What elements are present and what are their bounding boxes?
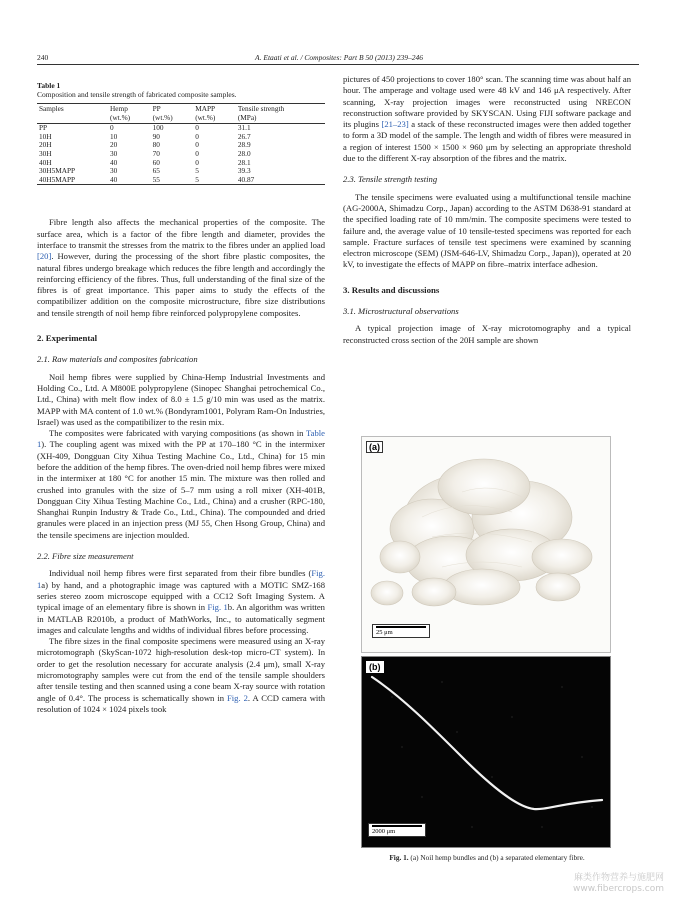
scale-bar-a [372,624,430,638]
table-cell: 40.87 [237,174,255,184]
header-rule [37,64,639,65]
tensile-paragraph: The tensile specimens were evaluated using a multifunctional tensile machine (AG-2000A, Shimadzu Corp., Japan) according to the ASTM D638-91 standard at the specified loading rate of 10 mm/min. The composite specimens were tested to failure and, the average value of 10 tensile-tested specimens was reported for each sample. Fracture surfaces of tensile test specimens were examined by scanning electron microscope (SEM) (JSM-646-LV, Shimadzu Corp., Japan)), operated at 20 kV, to investigate the effects of MAPP on fibre–matrix interface adhesion. [343,191,631,270]
table-cell: 0 [195,123,199,133]
fibre-size-paragraph-2: The fibre sizes in the final composite specimens were measured using an X-ray microtomograph (SkyScan-1072 high-resolution desk-top micro-CT system). In order to get the resolution necessary for accurate analysis (2.4 μm), small X-ray micromotography samples were cut from the end of the tensile sample shoulders after tensile testing and then scanned using a cone beam X-ray source with rotation angle of 0.4°. The process is schematically shown in Fig. 2. A CCD camera with resolution of 1024 × 1024 pixels took [37,636,325,714]
fig-ref-link[interactable]: Fig. 2 [227,692,248,703]
table-cell: 39.3 [237,166,251,176]
table-row [37,124,325,133]
table-cell: 65 [152,166,160,176]
scale-bar-text: 2000 μm [372,827,396,835]
table-row [37,159,325,168]
table-row [37,150,325,159]
fig-ref-link[interactable]: Fig. 1 [207,602,228,613]
right-column [343,74,631,346]
figure-1b-elementary-fibre [361,656,611,848]
table-column-header: Hemp (wt.%) [110,104,131,122]
table-cell: 28.9 [237,140,251,150]
section-heading-experimental: 2. Experimental [37,333,98,344]
running-header: A. Etaati et al. / Composites: Part B 50 (2013) 239–246 [255,53,423,62]
composition-table [37,103,325,185]
table-cell: 20H [39,140,52,150]
table-cell: 55 [152,174,160,184]
table-caption: Composition and tensile strength of fabricated composite samples. [37,90,237,99]
table-cell: 28.0 [237,148,251,158]
table-column-header: MAPP (wt.%) [195,104,216,122]
table-cell: 80 [152,140,160,150]
table-cell: 5 [195,174,199,184]
table-row [37,133,325,142]
elementary-fibre-image [362,657,610,847]
table-cell: 10H [39,131,52,141]
left-column [37,74,325,715]
panel-b-label: (b) [366,661,384,673]
subsection-heading-fibre-size: 2.2. Fibre size measurement [37,551,134,562]
ref-link[interactable]: [20] [37,251,52,262]
table-cell: 26.7 [237,131,251,141]
table-cell: PP [39,123,48,133]
hemp-bundle-image [362,437,610,652]
table-cell: 40H [39,157,52,167]
table-ref-link[interactable]: Table 1 [37,428,325,450]
table-cell: 28.1 [237,157,251,167]
table-cell: 0 [195,157,199,167]
microstructure-paragraph: A typical projection image of X-ray microtomography and a typical reconstructed cross section of the 20H sample are shown [343,323,631,345]
table-cell: 100 [152,123,164,133]
fig-ref-link[interactable]: Fig. 1 [37,568,325,590]
scale-bar-b [368,823,426,837]
intro-paragraph: Fibre length also affects the mechanical properties of the composite. The surface area, which is a factor of the fibre length and diameter, provides the interface to transmit the stresses from the matrix to the fibres under an applied load [20]. However, during the processing of the short fibre plastic composites, the natural fibres undergo breakage which reduces the fibre length and accordingly the reinforcing efficiency of the fibres. Thus, full understanding of the final size of the fibres is of great importance. This paper aims to study the effects of the compatibilizer addition on the composite microstructure, fibre size distributions and tensile strength of noil hemp fibre reinforced polypropylene composites. [37,217,325,318]
table-cell: 30H [39,148,52,158]
subsection-heading-raw-materials: 2.1. Raw materials and composites fabrication [37,354,198,365]
table-cell: 40H5MAPP [39,174,76,184]
table-cell: 5 [195,166,199,176]
table-cell: 40 [110,157,118,167]
ref-link[interactable]: [21–23] [381,119,409,130]
table-cell: 10 [110,131,118,141]
table-column-header: Tensile strength (MPa) [237,104,285,122]
panel-a-label: (a) [366,441,383,453]
table-row [37,176,325,185]
table-cell: 0 [110,123,114,133]
subsection-heading-microstructure: 3.1. Microstructural observations [343,306,459,317]
page-number: 240 [37,53,49,62]
table-cell: 60 [152,157,160,167]
table-cell: 0 [195,148,199,158]
table-cell: 30 [110,166,118,176]
table-cell: 20 [110,140,118,150]
table-row [37,141,325,150]
table-label: Table 1 [37,81,61,90]
fabrication-paragraph: The composites were fabricated with varying compositions (as shown in Table 1). The coupling agent was mixed with the PP at 170–180 °C in the intermixer (XH-409, Dongguan City Xihua Testing Machine Co., Ltd., China) for 15 min before the addition of the hemp fibres. The oven-dried noil hemp fibres were mixed in the intermixer at 180 °C for another 15 min. The mixture was then rolled and crushed into granules with the size of 5–7 mm using a roll mixer (XH-401B, Dongguan City Xihua Testing Machine Co., Ltd., China) and a crusher (RPC-180, Shanghai Runpin Industry & Trade Co., Ltd., China). The compounded and dried granules were placed in an injection press (MJ 55, Chen Hsong Group, China) and the tensile specimens are injection moulded. [37,428,325,540]
materials-paragraph: Noil hemp fibres were supplied by China-Hemp Industrial Investments and Holding Co., Ltd. A M800E polypropylene (Sinopec Shanghai petrochemical Co., Ltd., China) with melt flow index of 8.0 ± 1.5 g/10 min was used as the matrix. MAPP with MA content of 1.0 wt.% (Bondyram1001, Polyram Ram-On Industries, Israel) was used as the compatibilizer to the resin mix. [37,371,325,427]
table-cell: 90 [152,131,160,141]
table-row [37,167,325,176]
table-cell: 40 [110,174,118,184]
watermark: 麻类作物营养与施肥网 www.fibercrops.com [573,873,664,894]
figure-1-caption: Fig. 1. (a) Noil hemp bundles and (b) a separated elementary fibre. [389,853,585,862]
scan-paragraph: pictures of 450 projections to cover 180° scan. The scanning time was about half an hour. The amperage and voltage used were 48 kV and 146 μA respectively. After scanning, X-ray projection images were reconstructed using NRECON reconstruction software provided by SKYSCAN. Using FIJI software package and its plugins [21–23] a stack of these reconstructed images were then added together to form a 3D model of the sample. The length and width of fibres were measured in a region of interest 1500 × 1500 × 960 μm by selecting an appropriate threshold due to the different X-ray absorption of the fibres and the matrix. [343,74,631,164]
figure-1a-hemp-bundles [361,436,611,653]
table-column-header: Samples [39,104,64,113]
subsection-heading-tensile: 2.3. Tensile strength testing [343,174,438,185]
section-heading-results: 3. Results and discussions [343,284,440,295]
scale-bar-line [372,825,422,827]
table-column-header: PP (wt.%) [152,104,173,122]
table-header-row [37,104,325,124]
fibre-size-paragraph-1: Individual noil hemp fibres were first separated from their fibre bundles (Fig. 1a) by hand, and a photographic image was captured with a MOTIC SMZ-168 series stereo zoom microscope equipped with a CC12 Soft Imaging System. A typical image of an elementary fibre is shown in Fig. 1b. An algorithm was written in MATLAB R2010b, a product of MathWorks, Inc., to automatically segment images and calculate lengths and widths of individual fibres before processing. [37,568,325,635]
table-cell: 30H5MAPP [39,166,76,176]
table-cell: 70 [152,148,160,158]
table-body [37,124,325,185]
scale-bar-text: 25 μm [376,628,393,636]
table-cell: 31.1 [237,123,251,133]
scale-bar-line [376,626,426,628]
table-cell: 30 [110,148,118,158]
table-cell: 0 [195,140,199,150]
table-cell: 0 [195,131,199,141]
